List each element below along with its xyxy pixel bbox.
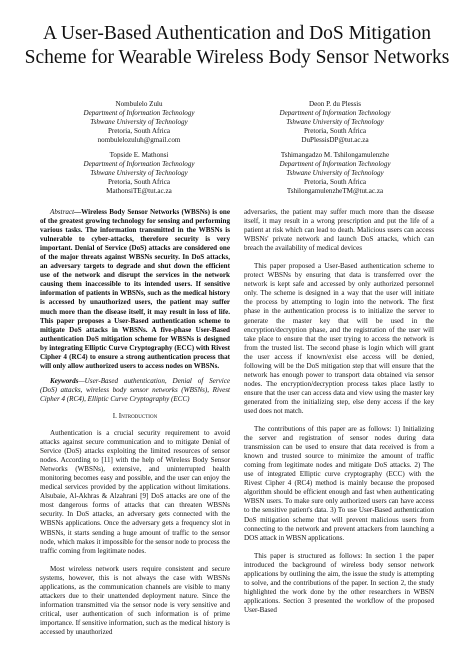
- body-paragraph: Most wireless network users require consistent and secure systems, however, this is not always the case with WBSNs applications, as the communication channels are visible to many attackers due to their unattended deployment nature. Since the information transmitted via the sensor node is very sensitive and critical, user authentication of such information is of prime importance. If sensitive information, such as the medical history is accessed by unauthorized: [40, 564, 230, 636]
- author-department: Department of Information Technology: [83, 160, 195, 168]
- author-email: nombulelozuluh@gmail.com: [97, 136, 181, 144]
- body-paragraph: The contributions of this paper are as follows: 1) Initializing the server and registration of sensor nodes during data transmission can be used to ensure that data received is from a known and trusted source to minimize the amount of traffic coming from legitimate nodes and mitigate DoS attacks. 2) The use of integrated Elliptic curve cryptography (ECC) with the Rivest Cipher 4 (RC4) method is mainly because the proposed algorithm should be efficient enough and fast when authenticating WBSN users. To make sure only authorized users can have access to the sensitive patient's data. 3) To use User-Based authentication DoS mitigation scheme that will prevent malicious users from connecting to the network and prevent attackers from launching a DOS attack in WBSN applications.: [244, 425, 434, 542]
- paper-title: A User-Based Authentication and DoS Mitigation Scheme for Wearable Wireless Body Sensor Networks: [24, 23, 450, 68]
- body-paragraph: adversaries, the patient may suffer much more than the disease itself, it may result in a wrong prescription and put the life of a patient at risk which can lead to death. Malicious users can access WBSNs' private network and launch DoS attacks, which can breach the availability of medical devices: [244, 208, 434, 253]
- author-city: Pretoria, South Africa: [107, 127, 171, 135]
- body-paragraph: This paper is structured as follows: In section 1 the paper introduced the background of wireless body sensor network applications by outlining the aim, the issue the study is attempting to solve, and the contributions of the paper. In section 2, the study highlighted the work done by the other researchers in WBSN applications. Section 3 presented the workflow of the proposed User-Based: [244, 551, 434, 614]
- author-block-4: [240, 151, 430, 196]
- abstract-lead: Abstract: [50, 208, 75, 216]
- body-paragraph: This paper proposed a User-Based authentication scheme to protect WBSNs by ensuring that data is transferred over the network is kept safe and accessed by only authorized personnel only. The scheme is designed in a way that the user will initiate the process by attempting to login into the network. The first phase in the authentication process is to initialize the server to generate the master key that will be used in the encryption/decryption phase, and the registration of the user will take place to ensure that the user trying to access the network is from the trusted list. The second phase is login which will grant the user access if known/exist else access will be denied, following will be the DoS mitigation step that will ensure that the network has enough power to transport data obtained via sensor nodes. The encryption/decryption process takes place lastly to ensure that the user can access data and view using the master key generated from the initializing step, else deny access if the key used does not match.: [244, 262, 434, 415]
- section-heading-introduction: I. Introduction: [112, 411, 158, 420]
- author-email: DuPlessisDP@tut.ac.za: [301, 136, 369, 144]
- abstract-text: —Wireless Body Sensor Networks (WBSNs) is one of the greatest growing technology for sensing and performing various tasks. The information transmitted in the WBSNs is vulnerable to cyber-attacks, therefore security is very important. Denial of Service (DoS) attacks are considered one of the major threats against WBSNs security. In DoS attacks, an adversary targets to degrade and shut down the efficient use of the network and disrupt the services in the network causing them inaccessible to its intended users. If sensitive information of patients in WBSNs, such as the medical history is accessed by unauthorized users, the patient may suffer much more than the disease itself, it may result in loss of life. This paper proposes a User-Based authentication scheme to mitigate DoS attacks in WBSNs. A five-phase User-Based authentication DoS mitigation scheme for WBSNs is designed by integrating Elliptic Curve Cryptography (ECC) with Rivest Cipher 4 (RC4) to ensure a strong authentication process that will only allow authorized users to access nodes on WBSNs.: [40, 208, 230, 370]
- keywords-text: —User-Based authentication, Denial of Service (DoS) attacks, wireless body sensor networks (WBSNs), Rivest Cipher 4 (RC4), Elliptic Curve Cryptography (ECC): [40, 376, 230, 403]
- author-city: Pretoria, South Africa: [303, 127, 367, 135]
- left-column: [40, 208, 230, 637]
- keywords-lead: Keywords: [50, 376, 79, 385]
- keywords: [40, 377, 230, 404]
- author-block-1: [44, 100, 234, 145]
- author-name: Nombulelo Zulu: [115, 100, 163, 108]
- author-organization: Tshwane University of Technology: [286, 169, 384, 177]
- author-email: TshilongamulenzheTM@tut.ac.za: [286, 187, 384, 195]
- body-paragraph: Authentication is a crucial security requirement to avoid attacks against secure communication and to mitigate Denial of Service (DoS) attacks exploiting the limited resources of sensor nodes. According to [11] with the help of Wireless Body Sensor Networks (WBSNs), extensive, and uninterrupted health monitoring becomes easy and possible, and the user can enjoy the medical services provided by the application without limitations. Alsubaie, Al-Akhras & Alzahrani [9] DoS attacks are one of the most dangerous forms of attacks that can threaten WBSNs security. In DoS attacks, an adversary gets connected with the WBSNs applications. Once the adversary gets a frequency slot in WBSNs, it starts sending a huge amount of traffic to the sensor node, which makes it impossible for the sensor node to process the traffic coming from legitimate nodes.: [40, 428, 230, 555]
- author-city: Pretoria, South Africa: [303, 178, 367, 186]
- author-city: Pretoria, South Africa: [107, 178, 171, 186]
- author-email: MathonsiTE@tut.ac.za: [106, 187, 172, 195]
- author-name: Topside E. Mathonsi: [109, 151, 169, 159]
- right-column: [244, 208, 434, 615]
- author-name: Tshimangadzo M. Tshilongamulenzhe: [280, 151, 390, 159]
- author-department: Department of Information Technology: [83, 109, 195, 117]
- author-organization: Tshwane University of Technology: [286, 118, 384, 126]
- author-block-3: [44, 151, 234, 196]
- author-department: Department of Information Technology: [279, 109, 391, 117]
- author-name: Deon P. du Plessis: [308, 100, 362, 108]
- author-organization: Tshwane University of Technology: [90, 118, 188, 126]
- author-organization: Tshwane University of Technology: [90, 169, 188, 177]
- author-department: Department of Information Technology: [279, 160, 391, 168]
- abstract: [40, 208, 230, 371]
- author-block-2: [240, 100, 430, 145]
